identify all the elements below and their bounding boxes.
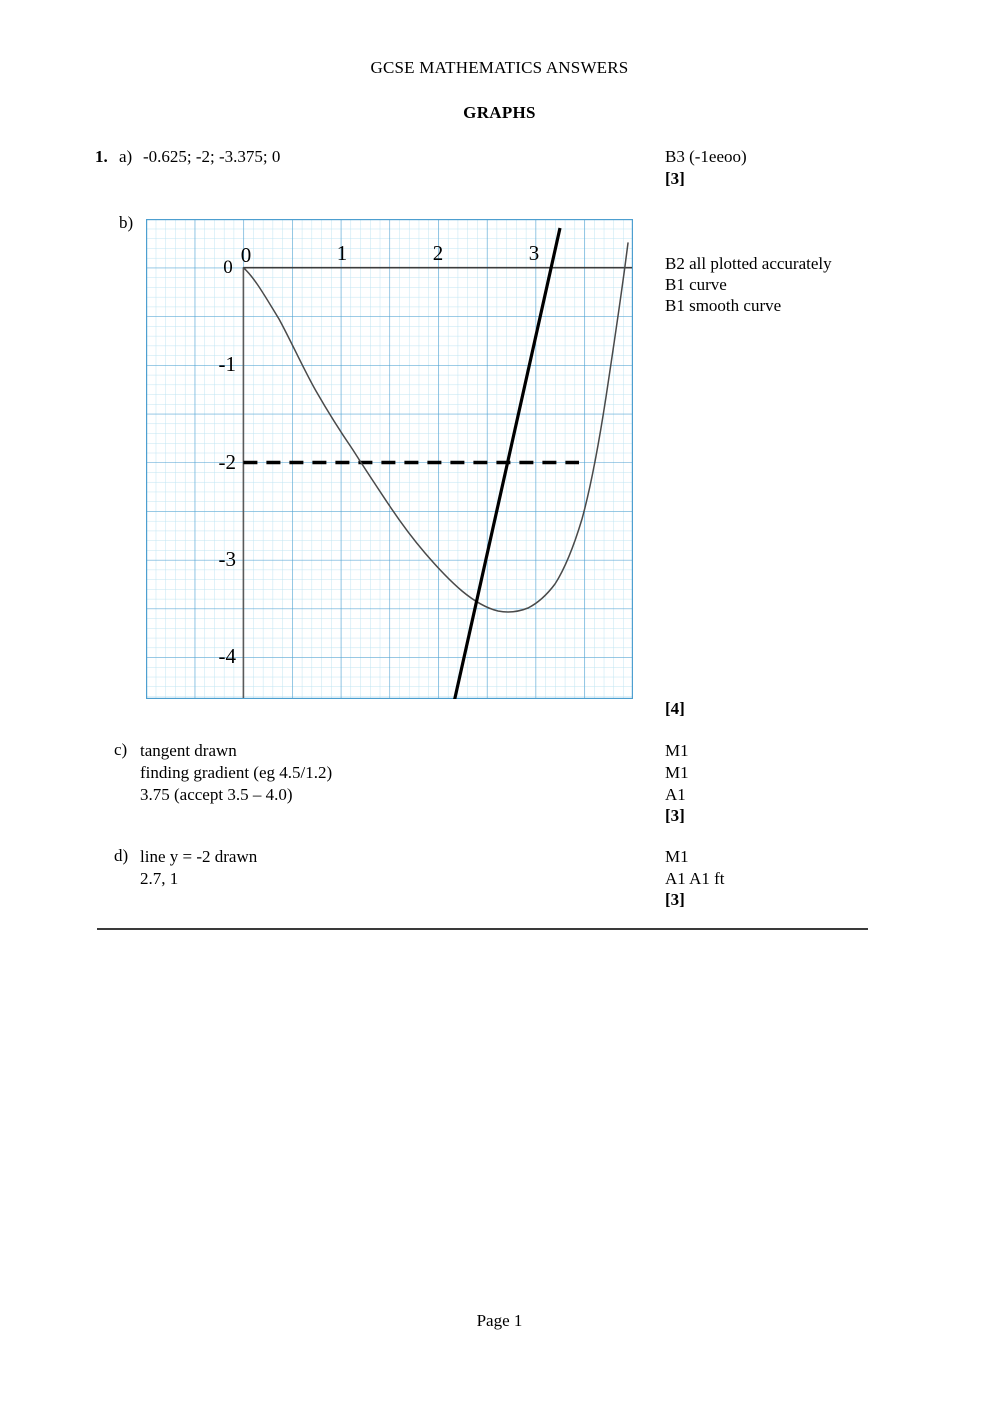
part-d-line-2: 2.7, 1	[140, 869, 179, 888]
x-tick-label-3: 3	[528, 241, 540, 265]
part-d-line-1: line y = -2 drawn	[140, 847, 258, 866]
x-tick-label-2: 2	[432, 241, 444, 265]
graph-figure	[146, 219, 633, 699]
part-d-total: [3]	[665, 890, 685, 909]
page-footer: Page 1	[476, 1311, 523, 1330]
y-tick-label-minus-4: -4	[218, 644, 236, 668]
y-tick-label-minus-2: -2	[218, 450, 236, 474]
part-c-text	[140, 740, 332, 806]
part-c-line-3: 3.75 (accept 3.5 – 4.0)	[140, 785, 293, 804]
part-c-line-2: finding gradient (eg 4.5/1.2)	[140, 763, 333, 782]
question-number: 1.	[95, 147, 108, 166]
document-title: GCSE MATHEMATICS ANSWERS	[370, 58, 629, 77]
part-b-mark-3: B1 smooth curve	[665, 296, 782, 315]
part-d-text	[140, 846, 257, 890]
part-b-label: b)	[119, 213, 134, 232]
section-title: GRAPHS	[463, 103, 536, 122]
part-c-label: c)	[114, 740, 128, 759]
origin-label-left: 0	[223, 257, 233, 278]
part-b-marks	[665, 253, 832, 316]
part-c-mark-1: M1	[665, 741, 689, 760]
part-b-total: [4]	[665, 699, 685, 718]
part-c-marks	[665, 740, 689, 806]
x-tick-label-1: 1	[336, 241, 348, 265]
x-tick-label-0: 0	[240, 243, 252, 267]
part-b-mark-1: B2 all plotted accurately	[665, 254, 832, 273]
part-a-label: a)	[119, 147, 133, 166]
y-tick-label-minus-3: -3	[218, 547, 236, 571]
part-d-marks	[665, 846, 725, 890]
part-d-label: d)	[114, 846, 129, 865]
part-d-mark-1: M1	[665, 847, 689, 866]
part-b-mark-2: B1 curve	[665, 275, 727, 294]
part-a-total: [3]	[665, 169, 685, 188]
part-a-mark: B3 (-1eeoo)	[665, 147, 747, 166]
part-d-mark-2: A1 A1 ft	[665, 869, 725, 888]
section-divider	[97, 928, 868, 930]
part-c-line-1: tangent drawn	[140, 741, 237, 760]
cubic-graph-svg	[146, 219, 633, 699]
part-a-answer: -0.625; -2; -3.375; 0	[143, 147, 281, 166]
y-tick-label-minus-1: -1	[218, 352, 236, 376]
part-c-total: [3]	[665, 806, 685, 825]
part-c-mark-3: A1	[665, 785, 686, 804]
part-c-mark-2: M1	[665, 763, 689, 782]
